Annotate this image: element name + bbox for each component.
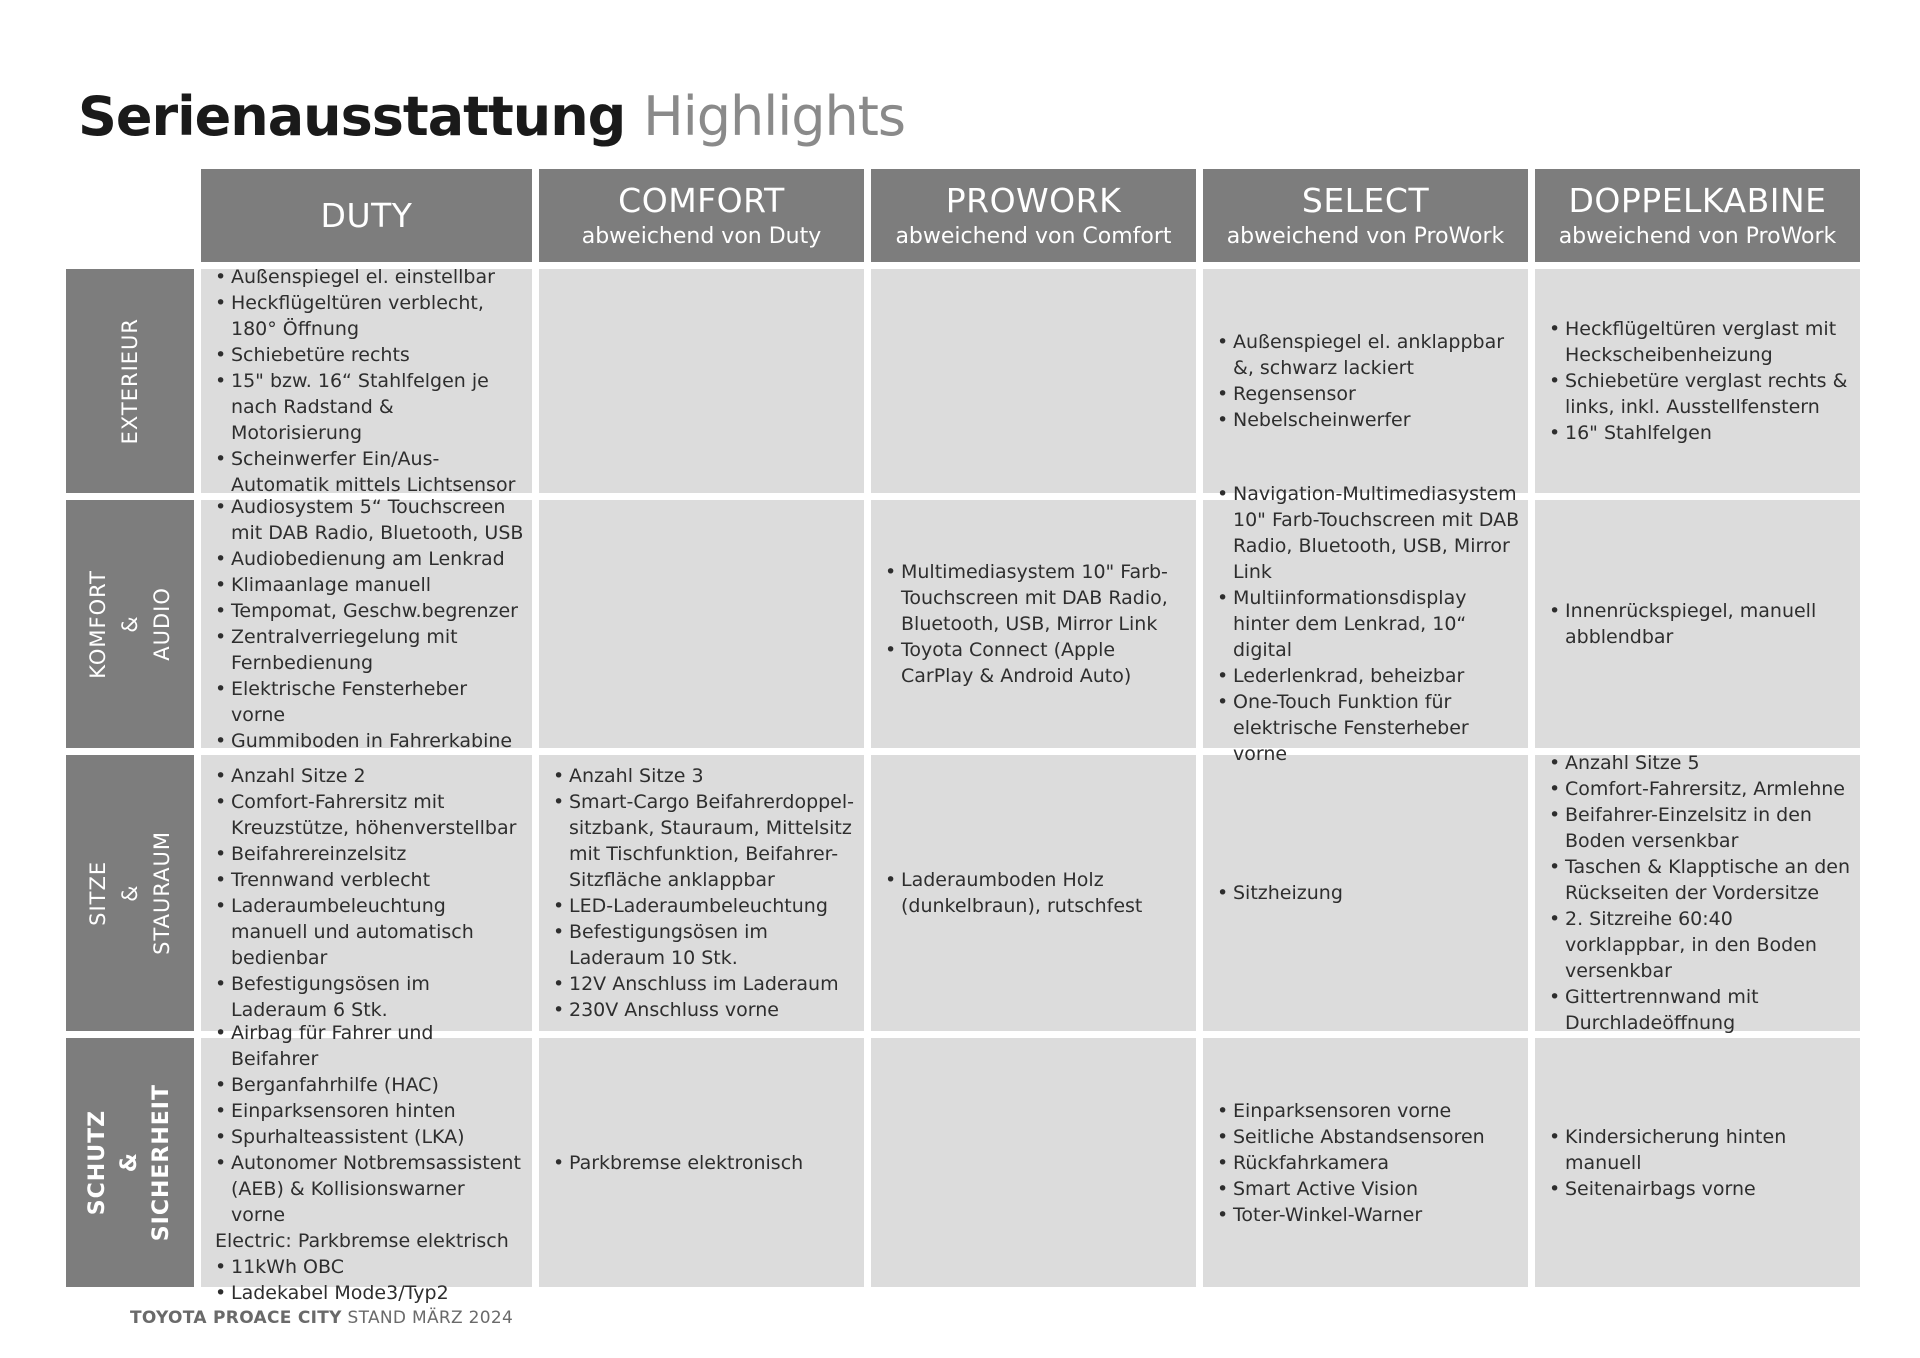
feature-list [1217, 329, 1520, 433]
table-cell [1535, 500, 1860, 748]
feature-list [1549, 598, 1852, 650]
table-cell [201, 1021, 532, 1304]
feature-item: • 12V Anschluss im Laderaum [553, 971, 856, 997]
feature-item: • Toter-Winkel-Warner [1217, 1202, 1485, 1228]
feature-item: • 15" bzw. 16“ Stahlfelgen je nach Radstand & Motorisierung [215, 368, 524, 446]
table-cell [1535, 269, 1860, 493]
column-header-name: SELECT [1301, 180, 1430, 220]
feature-item: • Gummiboden in Fahrerkabine [215, 728, 524, 754]
feature-list [215, 763, 524, 1023]
feature-item: • LED-Laderaumbeleuchtung [553, 893, 856, 919]
table-cell [1203, 755, 1528, 1031]
feature-item: • Gittertrennwand mit Durchladeöffnung [1549, 984, 1852, 1036]
table-cell [1203, 483, 1528, 765]
table-cell [539, 500, 864, 748]
feature-item: • Lederlenkrad, beheizbar [1217, 663, 1520, 689]
table-cell [539, 269, 864, 493]
feature-item: • Rückfahrkamera [1217, 1150, 1485, 1176]
feature-item: • Toyota Connect (Apple CarPlay & Android Auto) [885, 637, 1188, 689]
table-cell [871, 1038, 1196, 1287]
page-title [78, 82, 905, 152]
feature-item: • Befestigungsösen im Laderaum 10 Stk. [553, 919, 856, 971]
table-corner [66, 169, 194, 262]
feature-item: • Nebelscheinwerfer [1217, 407, 1520, 433]
feature-item: • Innenrückspiegel, manuell abblendbar [1549, 598, 1852, 650]
title-light: Highlights [643, 85, 906, 148]
feature-item: • Schiebetüre verglast rechts & links, inkl. Ausstellfenstern [1549, 368, 1852, 420]
feature-item: • Tempomat, Geschw.begrenzer [215, 598, 524, 624]
column-header-subtitle: abweichend von Comfort [895, 223, 1172, 249]
feature-item: • Anzahl Sitze 3 [553, 763, 856, 789]
row-label-1 [66, 269, 194, 493]
feature-list [553, 1150, 803, 1176]
feature-item: • Spurhalteassistent (LKA) [215, 1124, 524, 1150]
column-header-subtitle: abweichend von ProWork [1558, 223, 1837, 249]
feature-item: • Comfort-Fahrersitz mit Kreuzstütze, höhenverstellbar [215, 789, 524, 841]
feature-item: • Audiobedienung am Lenkrad [215, 546, 524, 572]
column-header-subtitle: abweichend von Duty [581, 223, 822, 249]
feature-item: • Sitzheizung [1217, 880, 1343, 906]
column-header-duty [201, 169, 532, 262]
title-bold: Serienausstattung [78, 85, 626, 148]
feature-item: • Kindersicherung hinten manuell [1549, 1124, 1852, 1176]
table-cell [1535, 1038, 1860, 1287]
column-header-doppelkabine [1535, 169, 1860, 262]
feature-item: • Smart Active Vision [1217, 1176, 1485, 1202]
feature-item: • Multiinformationsdisplay hinter dem Lenkrad, 10“ digital [1217, 585, 1520, 663]
feature-item: • Parkbremse elektronisch [553, 1150, 803, 1176]
feature-item: • Außenspiegel el. anklappbar &, schwarz lackiert [1217, 329, 1520, 381]
feature-list [1217, 880, 1343, 906]
table-cell [1203, 269, 1528, 493]
row-label-4 [66, 1038, 194, 1287]
feature-item: • Berganfahrhilfe (HAC) [215, 1072, 524, 1098]
feature-item: • Scheinwerfer Ein/Aus-Automatik mittels Lichtsensor [215, 446, 524, 498]
feature-item: • One-Touch Funktion für elektrische Fensterheber vorne [1217, 689, 1520, 767]
feature-item: • Anzahl Sitze 2 [215, 763, 524, 789]
feature-item: • Heckflügeltüren verblecht, 180° Öffnung [215, 290, 524, 342]
feature-item: • Seitenairbags vorne [1549, 1176, 1852, 1202]
table-cell [871, 755, 1196, 1031]
footer-brand: TOYOTA PROACE CITY [130, 1308, 342, 1328]
row-label-text: SITZE & STAURAUM [86, 831, 174, 955]
table-cell [539, 1038, 864, 1287]
feature-item: • Regensensor [1217, 381, 1520, 407]
column-header-name: DUTY [320, 195, 413, 235]
feature-item: • Einparksensoren vorne [1217, 1098, 1485, 1124]
feature-item: • Seitliche Abstandsensoren [1217, 1124, 1485, 1150]
feature-item: • Ladekabel Mode3/Typ2 [215, 1280, 524, 1306]
feature-list [1549, 316, 1852, 446]
feature-item: • Einparksensoren hinten [215, 1098, 524, 1124]
row-label-2 [66, 500, 194, 748]
column-header-comfort [539, 169, 864, 262]
feature-item: • Klimaanlage manuell [215, 572, 524, 598]
row-label-text: KOMFORT & AUDIO [86, 569, 174, 679]
footer [130, 1308, 513, 1328]
table-cell [1203, 1038, 1528, 1287]
column-header-name: PROWORK [945, 180, 1122, 220]
feature-item: • Comfort-Fahrersitz, Armlehne [1549, 776, 1852, 802]
feature-list [885, 559, 1188, 689]
feature-list [1549, 1124, 1852, 1202]
feature-item: • 2. Sitzreihe 60:40 vorklappbar, in den Boden versenkbar [1549, 906, 1852, 984]
feature-list [553, 763, 856, 1023]
feature-list [885, 867, 1188, 919]
feature-list [215, 494, 524, 754]
feature-list [1549, 750, 1852, 1036]
table-cell [539, 755, 864, 1031]
feature-item: • Elektrische Fensterheber vorne [215, 676, 524, 728]
column-header-name: DOPPELKABINE [1568, 180, 1827, 220]
table-cell [871, 500, 1196, 748]
feature-item: • Außenspiegel el. einstellbar [215, 264, 524, 290]
feature-item: • Airbag für Fahrer und Beifahrer [215, 1020, 524, 1072]
row-label-3 [66, 755, 194, 1031]
feature-item: • Heckflügeltüren verglast mit Heckscheibenheizung [1549, 316, 1852, 368]
feature-item: • Navigation-Multimediasystem 10" Farb-Touchscreen mit DAB Radio, Bluetooth, USB, Mirror Link [1217, 481, 1520, 585]
feature-item: • Laderaumbeleuchtung manuell und automatisch bedienbar [215, 893, 524, 971]
feature-list [215, 264, 524, 498]
feature-list [1217, 1098, 1485, 1228]
feature-item: • Anzahl Sitze 5 [1549, 750, 1852, 776]
table-cell [1535, 752, 1860, 1034]
feature-item: • 11kWh OBC [215, 1254, 524, 1280]
table-cell [201, 755, 532, 1031]
table-cell [201, 266, 532, 496]
footer-date: STAND MÄRZ 2024 [347, 1308, 514, 1328]
feature-item: • Taschen & Klapptische an den Rückseiten der Vordersitze [1549, 854, 1852, 906]
feature-item: • Smart-Cargo Beifahrerdoppel-sitzbank, Stauraum, Mittelsitz mit Tischfunktion, Beifahrer-Sitzfläche anklappbar [553, 789, 856, 893]
feature-item: • Multimediasystem 10" Farb-Touchscreen mit DAB Radio, Bluetooth, USB, Mirror Link [885, 559, 1188, 637]
feature-item: • Laderaumboden Holz (dunkelbraun), rutschfest [885, 867, 1188, 919]
feature-item: • 16" Stahlfelgen [1549, 420, 1852, 446]
feature-item: • Beifahrer-Einzelsitz in den Boden versenkbar [1549, 802, 1852, 854]
column-header-subtitle: abweichend von ProWork [1226, 223, 1505, 249]
feature-item: • Befestigungsösen im Laderaum 6 Stk. [215, 971, 524, 1023]
feature-item: • Autonomer Notbremsassistent (AEB) & Kollisionswarner vorne [215, 1150, 524, 1228]
column-header-prowork [871, 169, 1196, 262]
feature-item: • Trennwand verblecht [215, 867, 524, 893]
row-label-text: SCHUTZ & SICHERHEIT [85, 1083, 174, 1242]
table-cell [201, 496, 532, 752]
column-header-select [1203, 169, 1528, 262]
feature-item: • Schiebetüre rechts [215, 342, 524, 368]
equipment-table [66, 169, 1860, 1304]
feature-item: • 230V Anschluss vorne [553, 997, 856, 1023]
table-cell [871, 269, 1196, 493]
feature-item: Electric: Parkbremse elektrisch [215, 1229, 509, 1252]
feature-item: • Zentralverriegelung mit Fernbedienung [215, 624, 524, 676]
row-label-text: EXTERIEUR [118, 317, 142, 445]
feature-item: • Beifahrereinzelsitz [215, 841, 524, 867]
feature-list [1217, 481, 1520, 767]
feature-item: • Audiosystem 5“ Touchscreen mit DAB Radio, Bluetooth, USB [215, 494, 524, 546]
column-header-name: COMFORT [618, 180, 785, 220]
feature-list [215, 1020, 524, 1306]
